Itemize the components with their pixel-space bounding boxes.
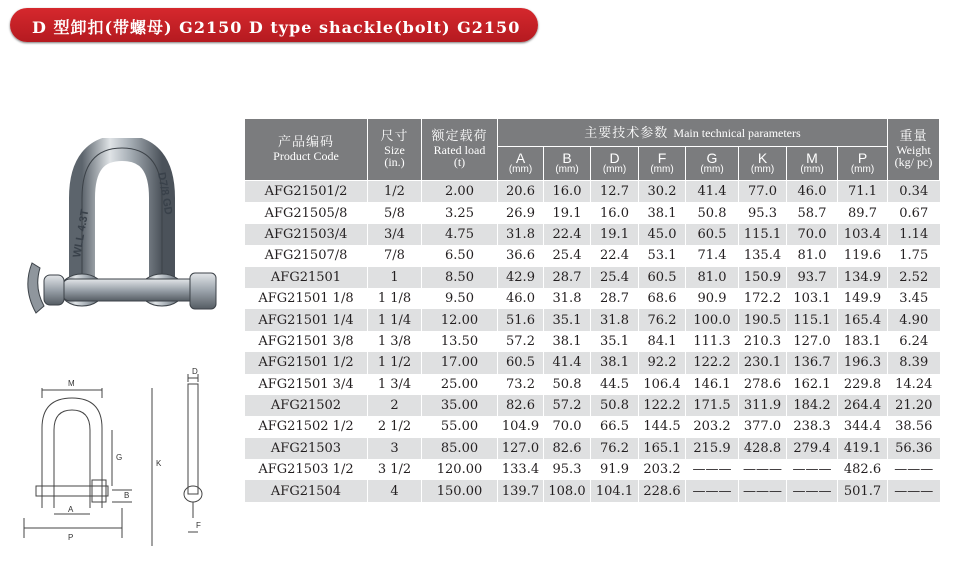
table-cell: 50.8 <box>544 374 591 395</box>
table-cell: 3 <box>368 438 422 459</box>
table-row <box>245 309 940 330</box>
table-row <box>245 224 940 245</box>
table-cell: 2 <box>368 395 422 416</box>
table-cell: 30.2 <box>639 181 686 203</box>
table-cell: 28.7 <box>544 267 591 288</box>
table-cell: 8.39 <box>888 352 940 373</box>
table-cell: ——— <box>787 480 838 501</box>
table-cell: 56.36 <box>888 438 940 459</box>
table-cell: 215.9 <box>686 438 739 459</box>
table-cell: 93.7 <box>787 267 838 288</box>
table-cell: 2.00 <box>422 181 498 203</box>
table-cell: 68.6 <box>639 288 686 309</box>
table-cell: 31.8 <box>544 288 591 309</box>
table-row <box>245 181 940 203</box>
table-cell: 20.6 <box>498 181 544 203</box>
table-cell: 60.5 <box>686 224 739 245</box>
table-cell: AFG21502 1/2 <box>245 416 368 437</box>
table-cell: 115.1 <box>787 309 838 330</box>
table-cell: 35.1 <box>591 331 639 352</box>
table-cell: 4 <box>368 480 422 501</box>
table-cell: 50.8 <box>591 395 639 416</box>
dim-label-k: K <box>156 459 162 468</box>
col-param-m: M (mm) <box>787 147 838 181</box>
table-cell: 25.00 <box>422 374 498 395</box>
table-cell: 81.0 <box>787 245 838 266</box>
table-cell: 51.6 <box>498 309 544 330</box>
table-cell: 501.7 <box>838 480 888 501</box>
table-row <box>245 245 940 266</box>
table-cell: AFG21503 <box>245 438 368 459</box>
table-cell: 165.4 <box>838 309 888 330</box>
table-cell: AFG21504 <box>245 480 368 501</box>
table-cell: 136.7 <box>787 352 838 373</box>
shackle-photo <box>22 138 227 348</box>
table-cell: ——— <box>888 480 940 501</box>
table-cell: 3.25 <box>422 202 498 223</box>
table-cell: 150.9 <box>739 267 787 288</box>
table-cell: 1/2 <box>368 181 422 203</box>
table-cell: 203.2 <box>686 416 739 437</box>
table-cell: 25.4 <box>544 245 591 266</box>
table-cell: 45.0 <box>639 224 686 245</box>
table-cell: ——— <box>739 459 787 480</box>
table-cell: 76.2 <box>591 438 639 459</box>
table-cell: 279.4 <box>787 438 838 459</box>
table-cell: 238.3 <box>787 416 838 437</box>
photo-mark-left: WLL 4.3T <box>71 208 92 259</box>
table-cell: 53.1 <box>639 245 686 266</box>
table-cell: 26.9 <box>498 202 544 223</box>
table-cell: 77.0 <box>739 181 787 203</box>
table-cell: 4.90 <box>888 309 940 330</box>
table-cell: 103.4 <box>838 224 888 245</box>
col-size: 尺寸 Size (in.) <box>368 119 422 181</box>
table-cell: 344.4 <box>838 416 888 437</box>
table-cell: 95.3 <box>739 202 787 223</box>
table-cell: 190.5 <box>739 309 787 330</box>
table-cell: AFG21505/8 <box>245 202 368 223</box>
table-cell: 16.0 <box>591 202 639 223</box>
col-product-code: 产品编码 Product Code <box>245 119 368 181</box>
table-row <box>245 395 940 416</box>
table-cell: 228.6 <box>639 480 686 501</box>
col-param-b: B (mm) <box>544 147 591 181</box>
table-cell: 82.6 <box>498 395 544 416</box>
table-cell: 1 1/8 <box>368 288 422 309</box>
table-cell: 8.50 <box>422 267 498 288</box>
table-cell: 9.50 <box>422 288 498 309</box>
table-cell: AFG21507/8 <box>245 245 368 266</box>
dim-label-g: G <box>116 453 123 462</box>
shackle-side-drawing <box>160 368 230 564</box>
table-cell: AFG21503 1/2 <box>245 459 368 480</box>
table-cell: 150.00 <box>422 480 498 501</box>
dim-label-b: B <box>124 491 130 500</box>
table-cell: 82.6 <box>544 438 591 459</box>
col-weight: 重量 Weight (kg/ pc) <box>888 119 940 181</box>
table-cell: 35.1 <box>544 309 591 330</box>
table-cell: AFG21501 1/8 <box>245 288 368 309</box>
table-cell: 120.00 <box>422 459 498 480</box>
table-cell: 1 3/4 <box>368 374 422 395</box>
table-row <box>245 459 940 480</box>
table-cell: 70.0 <box>787 224 838 245</box>
col-param-g: G (mm) <box>686 147 739 181</box>
table-row <box>245 202 940 223</box>
table-cell: 4.75 <box>422 224 498 245</box>
dim-label-p: P <box>68 533 74 542</box>
table-cell: 66.5 <box>591 416 639 437</box>
table-cell: 111.3 <box>686 331 739 352</box>
col-param-d: D (mm) <box>591 147 639 181</box>
table-cell: ——— <box>888 459 940 480</box>
table-cell: 104.1 <box>591 480 639 501</box>
table-row <box>245 438 940 459</box>
table-cell: 2.52 <box>888 267 940 288</box>
table-cell: 38.1 <box>591 352 639 373</box>
table-cell: 104.9 <box>498 416 544 437</box>
table-cell: 70.0 <box>544 416 591 437</box>
table-cell: 1 1/2 <box>368 352 422 373</box>
table-row <box>245 267 940 288</box>
table-cell: 311.9 <box>739 395 787 416</box>
table-cell: 71.1 <box>838 181 888 203</box>
table-cell: 139.7 <box>498 480 544 501</box>
table-cell: 103.1 <box>787 288 838 309</box>
table-cell: 14.24 <box>888 374 940 395</box>
col-param-p: P (mm) <box>838 147 888 181</box>
dim-label-a: A <box>68 505 74 514</box>
table-cell: 41.4 <box>544 352 591 373</box>
table-cell: 19.1 <box>591 224 639 245</box>
table-cell: 38.56 <box>888 416 940 437</box>
table-cell: AFG21503/4 <box>245 224 368 245</box>
table-cell: 3/4 <box>368 224 422 245</box>
table-cell: ——— <box>739 480 787 501</box>
table-cell: 76.2 <box>639 309 686 330</box>
table-cell: 119.6 <box>838 245 888 266</box>
table-cell: 3.45 <box>888 288 940 309</box>
table-cell: ——— <box>787 459 838 480</box>
table-cell: 42.9 <box>498 267 544 288</box>
table-cell: AFG21501 3/8 <box>245 331 368 352</box>
table-cell: 7/8 <box>368 245 422 266</box>
table-cell: 19.1 <box>544 202 591 223</box>
table-cell: 12.7 <box>591 181 639 203</box>
table-cell: AFG21501 1/2 <box>245 352 368 373</box>
col-main-params: 主要技术参数 Main technical parameters <box>498 119 888 147</box>
table-cell: 50.8 <box>686 202 739 223</box>
table-cell: 6.24 <box>888 331 940 352</box>
col-param-a: A (mm) <box>498 147 544 181</box>
table-cell: 41.4 <box>686 181 739 203</box>
table-cell: 146.1 <box>686 374 739 395</box>
table-cell: 22.4 <box>591 245 639 266</box>
table-cell: 25.4 <box>591 267 639 288</box>
table-cell: 144.5 <box>639 416 686 437</box>
table-cell: 196.3 <box>838 352 888 373</box>
table-cell: 35.00 <box>422 395 498 416</box>
table-cell: 21.20 <box>888 395 940 416</box>
table-row <box>245 480 940 501</box>
table-cell: 133.4 <box>498 459 544 480</box>
table-cell: 38.1 <box>544 331 591 352</box>
table-cell: 210.3 <box>739 331 787 352</box>
table-cell: 127.0 <box>498 438 544 459</box>
table-row <box>245 374 940 395</box>
table-cell: 2 1/2 <box>368 416 422 437</box>
table-row <box>245 352 940 373</box>
table-cell: 6.50 <box>422 245 498 266</box>
table-cell: 92.2 <box>639 352 686 373</box>
table-cell: 31.8 <box>498 224 544 245</box>
table-cell: AFG21502 <box>245 395 368 416</box>
table-cell: 203.2 <box>639 459 686 480</box>
table-cell: 165.1 <box>639 438 686 459</box>
table-cell: 46.0 <box>787 181 838 203</box>
table-cell: 127.0 <box>787 331 838 352</box>
table-cell: AFG21501/2 <box>245 181 368 203</box>
table-cell: 162.1 <box>787 374 838 395</box>
dim-label-m: M <box>68 379 75 388</box>
table-cell: 44.5 <box>591 374 639 395</box>
table-cell: 95.3 <box>544 459 591 480</box>
table-cell: 1.75 <box>888 245 940 266</box>
table-cell: 135.4 <box>739 245 787 266</box>
table-cell: 419.1 <box>838 438 888 459</box>
table-cell: 278.6 <box>739 374 787 395</box>
dim-label-f: F <box>196 521 201 530</box>
table-cell: 22.4 <box>544 224 591 245</box>
table-cell: ——— <box>686 459 739 480</box>
table-cell: 122.2 <box>686 352 739 373</box>
table-cell: 12.00 <box>422 309 498 330</box>
table-cell: 134.9 <box>838 267 888 288</box>
table-row <box>245 331 940 352</box>
table-cell: AFG21501 1/4 <box>245 309 368 330</box>
table-cell: 172.2 <box>739 288 787 309</box>
table-cell: 1 3/8 <box>368 331 422 352</box>
table-cell: 5/8 <box>368 202 422 223</box>
table-cell: 55.00 <box>422 416 498 437</box>
table-cell: 482.6 <box>838 459 888 480</box>
table-cell: 60.5 <box>639 267 686 288</box>
table-cell: 31.8 <box>591 309 639 330</box>
table-cell: 28.7 <box>591 288 639 309</box>
spec-table <box>244 118 940 502</box>
table-cell: 122.2 <box>639 395 686 416</box>
col-param-k: K (mm) <box>739 147 787 181</box>
table-cell: 57.2 <box>544 395 591 416</box>
table-cell: 1.14 <box>888 224 940 245</box>
table-cell: 85.00 <box>422 438 498 459</box>
table-cell: 81.0 <box>686 267 739 288</box>
table-cell: AFG21501 <box>245 267 368 288</box>
table-cell: 377.0 <box>739 416 787 437</box>
table-cell: 90.9 <box>686 288 739 309</box>
table-cell: 230.1 <box>739 352 787 373</box>
table-cell: 264.4 <box>838 395 888 416</box>
table-cell: 229.8 <box>838 374 888 395</box>
col-param-f: F (mm) <box>639 147 686 181</box>
table-cell: 100.0 <box>686 309 739 330</box>
table-cell: 0.67 <box>888 202 940 223</box>
table-cell: 184.2 <box>787 395 838 416</box>
photo-mark-right: D7/8 GD <box>155 171 175 216</box>
table-cell: 171.5 <box>686 395 739 416</box>
table-cell: 36.6 <box>498 245 544 266</box>
table-cell: 73.2 <box>498 374 544 395</box>
table-cell: 428.8 <box>739 438 787 459</box>
table-cell: 1 1/4 <box>368 309 422 330</box>
table-cell: 13.50 <box>422 331 498 352</box>
table-cell: 38.1 <box>639 202 686 223</box>
title-banner <box>10 8 538 42</box>
table-cell: 115.1 <box>739 224 787 245</box>
table-cell: 106.4 <box>639 374 686 395</box>
table-cell: AFG21501 3/4 <box>245 374 368 395</box>
table-cell: 84.1 <box>639 331 686 352</box>
table-cell: 58.7 <box>787 202 838 223</box>
table-cell: 183.1 <box>838 331 888 352</box>
table-row <box>245 288 940 309</box>
table-row <box>245 416 940 437</box>
table-cell: 17.00 <box>422 352 498 373</box>
dim-label-d: D <box>192 368 198 376</box>
table-cell: 3 1/2 <box>368 459 422 480</box>
table-cell: 46.0 <box>498 288 544 309</box>
table-cell: 108.0 <box>544 480 591 501</box>
page-title: D 型卸扣(带螺母) G2150 D type shackle(bolt) G2150 <box>32 18 521 37</box>
col-rated-load: 额定载荷 Rated load (t) <box>422 119 498 181</box>
table-cell: 91.9 <box>591 459 639 480</box>
table-cell: 16.0 <box>544 181 591 203</box>
table-cell: ——— <box>686 480 739 501</box>
table-cell: 57.2 <box>498 331 544 352</box>
table-cell: 0.34 <box>888 181 940 203</box>
table-cell: 71.4 <box>686 245 739 266</box>
table-cell: 1 <box>368 267 422 288</box>
table-cell: 60.5 <box>498 352 544 373</box>
table-cell: 149.9 <box>838 288 888 309</box>
table-cell: 89.7 <box>838 202 888 223</box>
